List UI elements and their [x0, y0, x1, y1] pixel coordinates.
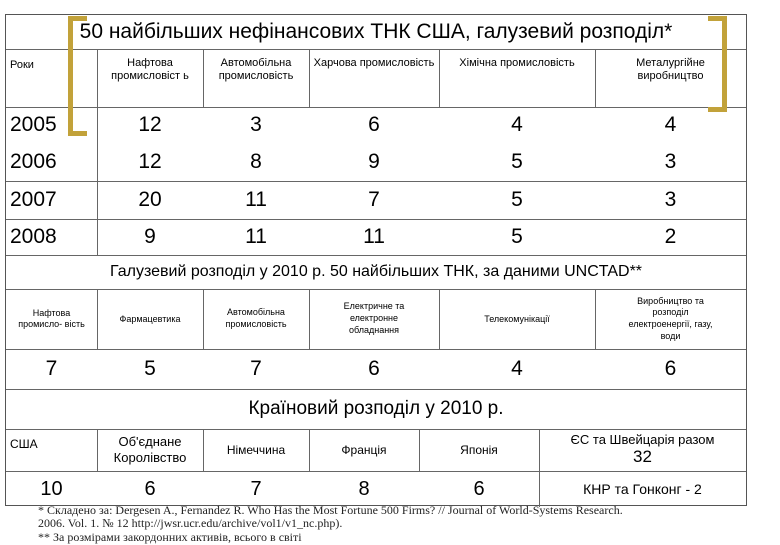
value-cell: 7	[250, 357, 262, 380]
value-cell: 8	[358, 477, 370, 500]
value-cell: 8	[250, 150, 262, 173]
value-cell: 5	[511, 188, 523, 211]
value-cell: 5	[144, 357, 156, 380]
year-cell: 2005	[10, 113, 57, 136]
section2-title: Галузевий розподіл у 2010 р. 50 найбільших ТНК, за даними UNCTAD**	[109, 263, 643, 280]
year-cell: 2008	[10, 225, 57, 248]
value-cell: 3	[664, 150, 677, 173]
value-cell: 7	[368, 188, 380, 211]
header-oil-2010: Нафтова промисло- вість	[18, 307, 85, 329]
value-cell: 9	[144, 225, 156, 248]
year-cell: 2007	[10, 188, 57, 211]
value-cell: 6	[368, 357, 380, 380]
header-pharma: Фармацевтика	[119, 314, 181, 324]
footnote-3: ** За розмірами закордонних активів, всього в світі	[38, 530, 302, 544]
header-electronics: Електричне та електронне обладнання	[343, 301, 405, 335]
data-table	[5, 14, 747, 506]
value-cell: 9	[368, 150, 380, 173]
value-cell: 12	[138, 113, 162, 136]
header-oil: Нафтова промисловіст ь	[111, 57, 189, 83]
header-japan: Японія	[460, 443, 498, 457]
value-cell: 4	[511, 113, 523, 136]
value-cell: 5	[511, 150, 523, 173]
year-cell: 2006	[10, 150, 57, 173]
value-cell: 20	[138, 188, 162, 211]
header-auto: Автомобільна промисловість	[218, 57, 294, 83]
value-cell: 5	[511, 225, 523, 248]
header-eu-swiss	[539, 429, 746, 471]
header-chemical: Хімічна промисловість	[459, 57, 575, 69]
value-cell: 2	[664, 225, 677, 248]
value-cell: 11	[363, 225, 385, 248]
value-cell: 4	[511, 357, 523, 380]
value-cell: 11	[245, 188, 267, 211]
value-cell-china: КНР та Гонконг - 2	[583, 481, 702, 497]
header-metallurgy: Металургійне виробництво	[636, 57, 705, 83]
header-telecom: Телекомунікації	[484, 314, 550, 324]
value-cell: 11	[245, 225, 267, 248]
value-cell: 12	[138, 150, 162, 173]
value-cell: 4	[664, 113, 677, 136]
value-cell: 3	[664, 188, 677, 211]
section3-title: Країновий розподіл у 2010 р.	[248, 398, 504, 419]
header-food: Харчова промисловість	[313, 57, 435, 69]
header-auto-2010: Автомобільна промисловість	[225, 307, 287, 329]
value-cell: 6	[664, 357, 677, 380]
value-cell: 7	[45, 357, 58, 380]
left-bracket-decoration	[68, 16, 87, 136]
value-cell: 6	[473, 477, 485, 500]
header-usa: США	[10, 437, 38, 451]
header-uk: Об'єднане Королівство	[113, 434, 187, 465]
header-france: Франція	[341, 443, 387, 457]
eu-swiss-value: 32	[633, 447, 652, 466]
header-years: Роки	[10, 59, 34, 71]
value-cell: 7	[250, 477, 262, 500]
value-cell: 10	[40, 477, 63, 500]
value-cell: 6	[368, 113, 380, 136]
eu-swiss-label: ЄС та Швейцарія разом	[570, 432, 715, 447]
right-bracket-decoration	[708, 16, 727, 112]
header-germany: Німеччина	[226, 443, 286, 457]
value-cell: 6	[144, 477, 156, 500]
value-cell: 3	[250, 113, 262, 136]
section1-title: 50 найбільших нефінансових ТНК США, галузевий розподіл*	[79, 20, 673, 43]
footnote-2: 2006. Vol. 1. № 12 http://jwsr.ucr.edu/archive/vol1/v1_nc.php).	[38, 516, 343, 530]
footnote-1: * Складено за: Dergesen A., Fernandez R. Who Has the Most Fortune 500 Firms? // Journal of World-Systems Research.	[38, 503, 623, 517]
header-utilities: Виробництво та розподіл електроенергії, газу, води	[628, 295, 713, 341]
